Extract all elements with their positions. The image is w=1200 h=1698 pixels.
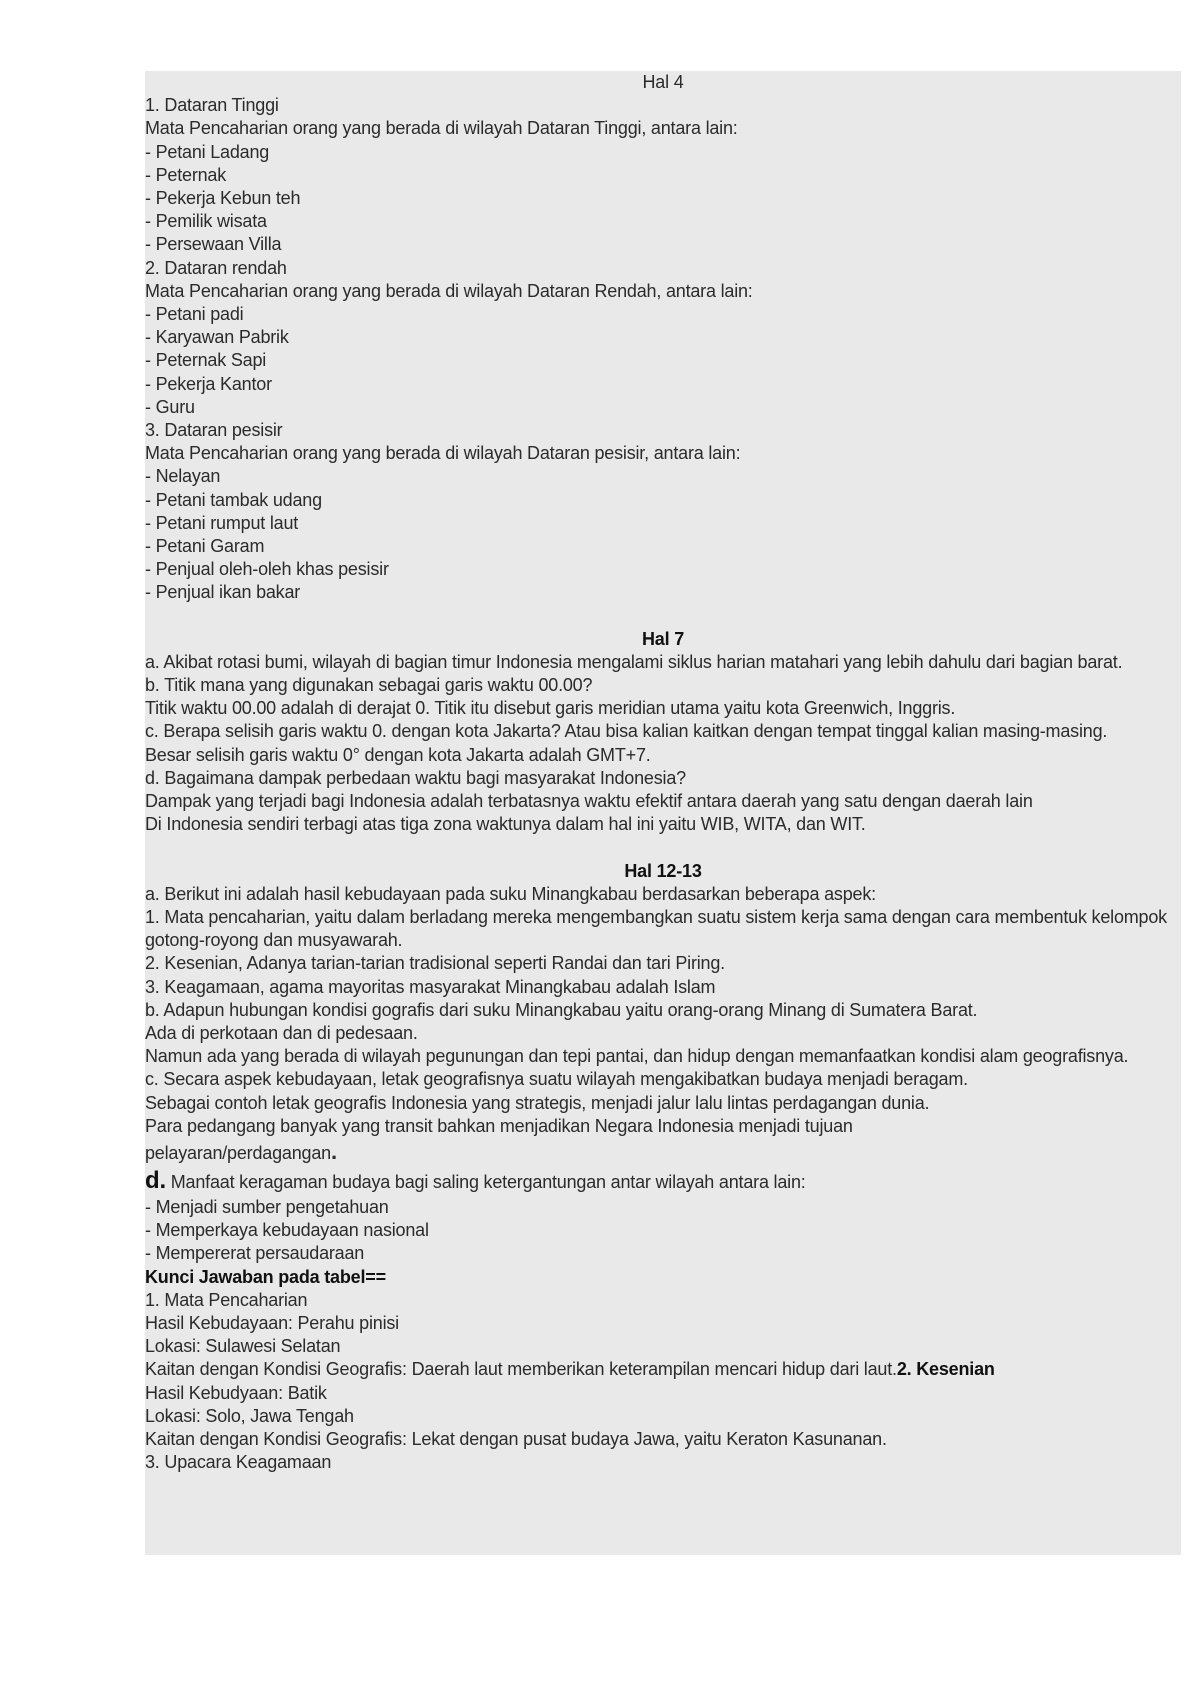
text-line: Para pedangang banyak yang transit bahkan menjadikan Negara Indonesia menjadi tujuan: [145, 1115, 853, 1136]
text-line: Ada di perkotaan dan di pedesaan.: [145, 1022, 418, 1043]
text-line: [145, 1138, 1181, 1167]
answer-key-heading: Kunci Jawaban pada tabel==: [145, 1266, 386, 1287]
text-fragment: 2. Kesenian: [896, 1359, 995, 1380]
list-item: - Peternak Sapi: [145, 350, 267, 371]
text-line: 2. Kesenian, Adanya tarian-tarian tradisional seperti Randai dan tari Piring.: [145, 953, 725, 974]
text-line: 1. Dataran Tinggi: [145, 95, 279, 116]
text-line: Hasil Kebudyaan: Batik: [145, 1382, 327, 1403]
section-title-hal4: Hal 4: [642, 72, 684, 92]
text-line: Mata Pencaharian orang yang berada di wilayah Dataran Rendah, antara lain:: [145, 280, 753, 301]
text-line: Titik waktu 00.00 adalah di derajat 0. Titik itu disebut garis meridian utama yaitu kota Greenwich, Inggris.: [145, 698, 956, 719]
text-line: 1. Mata Pencaharian: [145, 1289, 308, 1310]
list-item: - Nelayan: [145, 466, 221, 487]
text-line: Kaitan dengan Kondisi Geografis: Lekat dengan pusat budaya Jawa, yaitu Keraton Kasunanan.: [145, 1428, 887, 1449]
list-item: - Penjual ikan bakar: [145, 582, 301, 603]
text-line: Besar selisih garis waktu 0° dengan kota Jakarta adalah GMT+7.: [145, 744, 651, 765]
list-item: - Menjadi sumber pengetahuan: [145, 1196, 389, 1217]
item-letter: d.: [145, 1166, 166, 1194]
list-item: - Pemilik wisata: [145, 211, 267, 232]
list-item: - Petani padi: [145, 304, 244, 325]
list-item: - Petani Ladang: [145, 141, 270, 162]
section-title-hal7: Hal 7: [641, 628, 685, 649]
paragraph: 1. Mata pencaharian, yaitu dalam berladang mereka mengembangkan suatu sistem kerja sama dengan cara membentuk kelompok gotong-royong dan musyawarah.: [145, 906, 1167, 951]
text-line: Lokasi: Sulawesi Selatan: [145, 1336, 341, 1357]
paragraph: a. Akibat rotasi bumi, wilayah di bagian timur Indonesia mengalami siklus harian matahari yang lebih dahulu dari bagian barat.: [145, 651, 1123, 672]
section-title-hal12-13: Hal 12-13: [624, 860, 702, 881]
list-item: - Pekerja Kebun teh: [145, 188, 301, 209]
text-line: a. Berikut ini adalah hasil kebudayaan pada suku Minangkabau berdasarkan beberapa aspek:: [145, 883, 876, 904]
text-line: Dampak yang terjadi bagi Indonesia adalah terbatasnya waktu efektif antara daerah yang satu dengan daerah lain: [145, 791, 1033, 812]
text-line: b. Titik mana yang digunakan sebagai garis waktu 00.00?: [145, 675, 593, 696]
section-spacer: [145, 837, 1181, 860]
paragraph: c. Berapa selisih garis waktu 0. dengan kota Jakarta? Atau bisa kalian kaitkan dengan tempat tinggal kalian masing-masing.: [145, 721, 1108, 742]
text-line: 3. Upacara Keagamaan: [145, 1452, 332, 1473]
text-line: [145, 1167, 1181, 1196]
list-item: - Persewaan Villa: [145, 234, 282, 255]
list-item: - Petani Garam: [145, 536, 265, 557]
document-panel: [145, 71, 1181, 1555]
list-item: - Petani tambak udang: [145, 489, 322, 510]
list-item: - Mempererat persaudaraan: [145, 1243, 365, 1264]
text-line: 3. Dataran pesisir: [145, 420, 283, 441]
text-line: Mata Pencaharian orang yang berada di wilayah Dataran Tinggi, antara lain:: [145, 118, 738, 139]
text-line: Di Indonesia sendiri terbagi atas tiga zona waktunya dalam hal ini yaitu WIB, WITA, dan WIT.: [145, 814, 866, 835]
text-line: Mata Pencaharian orang yang berada di wilayah Dataran pesisir, antara lain:: [145, 443, 741, 464]
text-line: Hasil Kebudayaan: Perahu pinisi: [145, 1312, 399, 1333]
paragraph: Namun ada yang berada di wilayah pegunungan dan tepi pantai, dan hidup dengan memanfaatkan kondisi alam geografisnya.: [145, 1046, 1129, 1067]
text-line: 2. Dataran rendah: [145, 257, 287, 278]
section-spacer: [145, 605, 1181, 628]
text-line: [145, 1358, 1181, 1381]
text-fragment: pelayaran/perdagangan: [145, 1142, 331, 1163]
text-line: Sebagai contoh letak geografis Indonesia yang strategis, menjadi jalur lalu lintas perdagangan dunia.: [145, 1092, 930, 1113]
text-line: b. Adapun hubungan kondisi gografis dari suku Minangkabau yaitu orang-orang Minang di Sumatera Barat.: [145, 999, 978, 1020]
text-fragment: Kaitan dengan Kondisi Geografis: Daerah laut memberikan keterampilan mencari hidup dari laut.: [145, 1359, 897, 1380]
list-item: - Pekerja Kantor: [145, 373, 272, 394]
list-item: - Karyawan Pabrik: [145, 327, 289, 348]
text-fragment: Manfaat keragaman budaya bagi saling ketergantungan antar wilayah antara lain:: [165, 1171, 806, 1192]
text-line: 3. Keagamaan, agama mayoritas masyarakat Minangkabau adalah Islam: [145, 976, 716, 997]
text-fragment: .: [330, 1138, 337, 1164]
list-item: - Penjual oleh-oleh khas pesisir: [145, 559, 389, 580]
list-item: - Petani rumput laut: [145, 512, 299, 533]
text-line: Lokasi: Solo, Jawa Tengah: [145, 1405, 354, 1426]
list-item: - Peternak: [145, 164, 227, 185]
text-line: c. Secara aspek kebudayaan, letak geografisnya suatu wilayah mengakibatkan budaya menjadi beragam.: [145, 1069, 968, 1090]
list-item: - Memperkaya kebudayaan nasional: [145, 1220, 429, 1241]
list-item: - Guru: [145, 396, 195, 417]
text-line: d. Bagaimana dampak perbedaan waktu bagi masyarakat Indonesia?: [145, 767, 686, 788]
